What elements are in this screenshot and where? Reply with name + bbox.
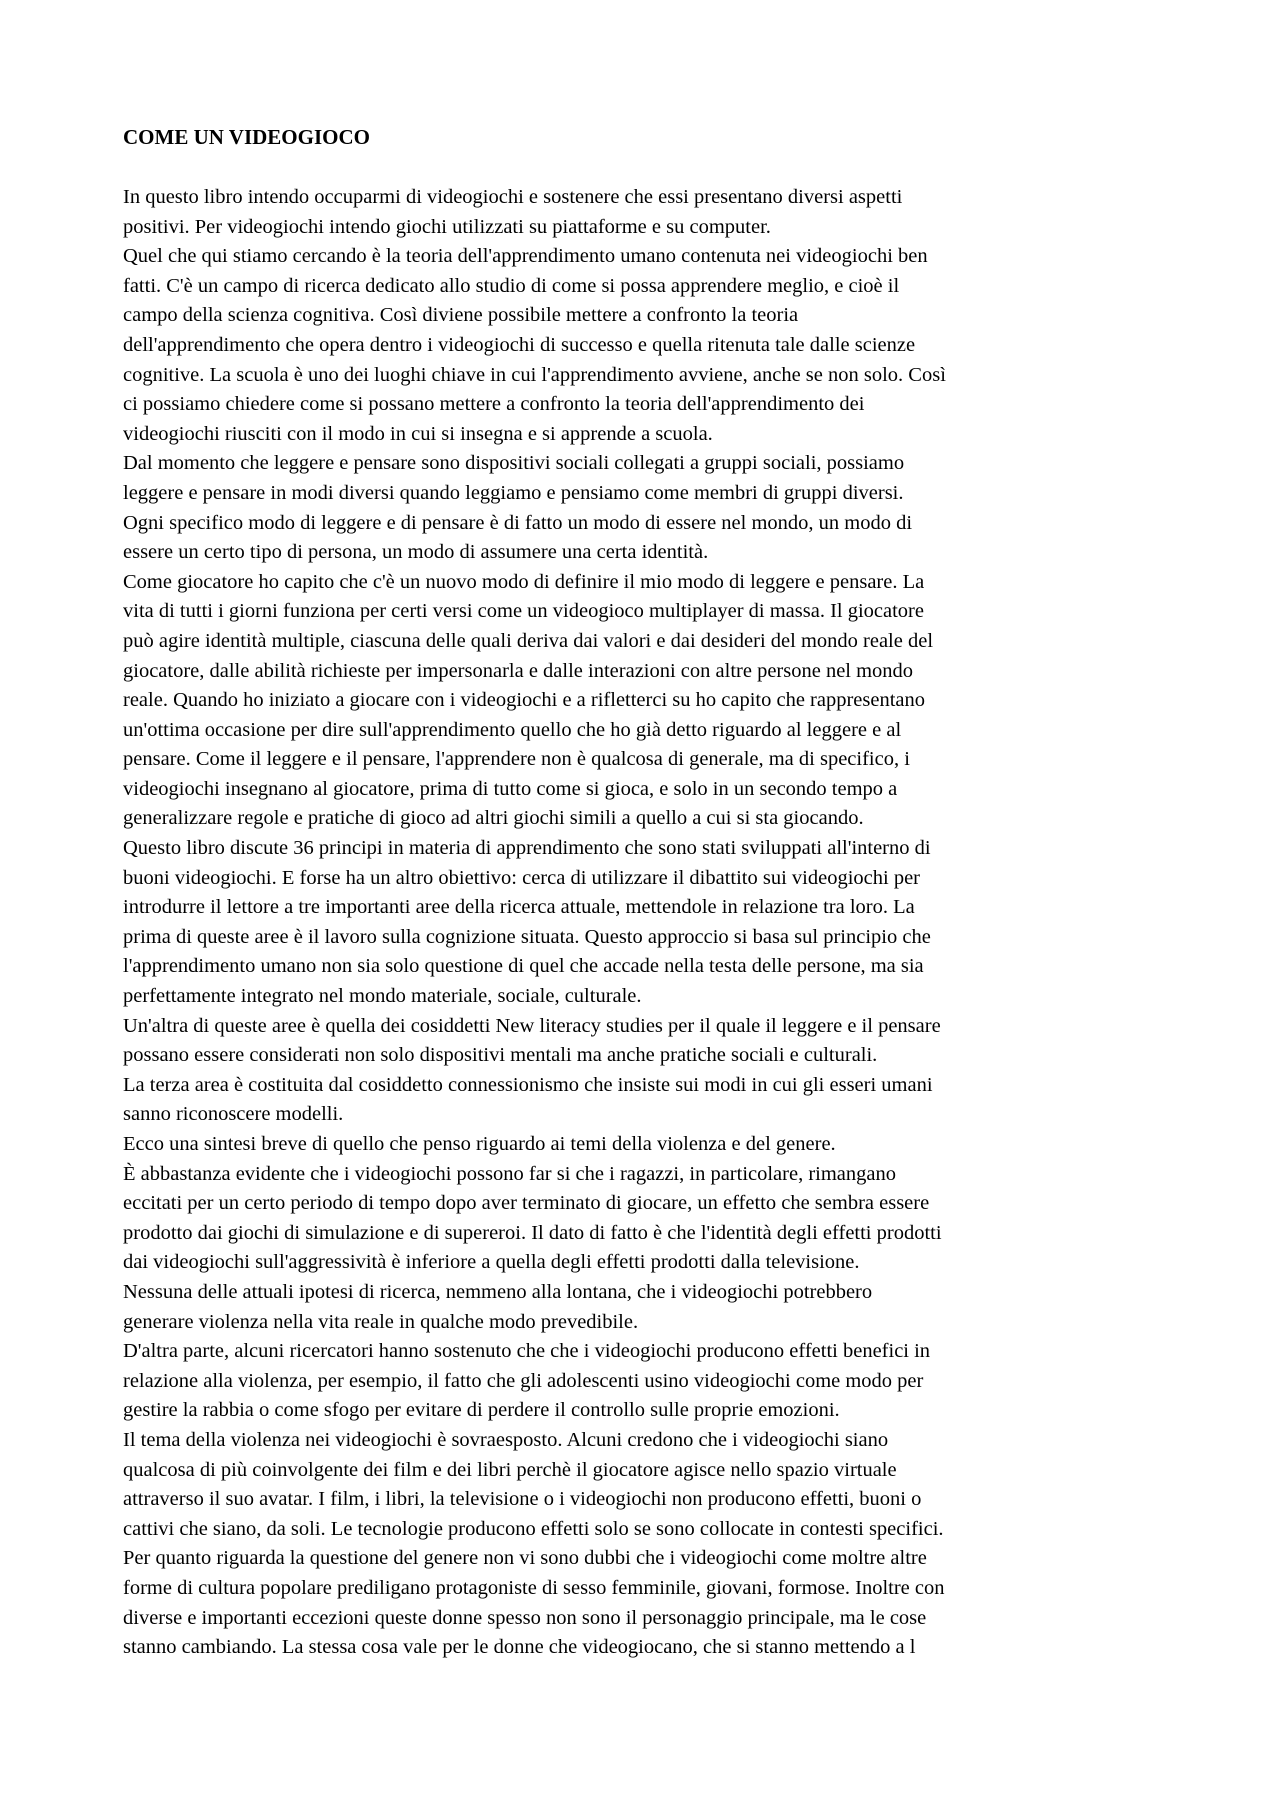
text-line: reale. Quando ho iniziato a giocare con i videogiochi e a rifletterci su ho capito che rappresentano: [123, 689, 926, 712]
text-line: Questo libro discute 36 principi in materia di apprendimento che sono stati sviluppati all'interno di: [123, 837, 931, 860]
text-line: fatti. C'è un campo di ricerca dedicato allo studio di come si possa apprendere meglio, e cioè il: [123, 274, 900, 297]
text-line: Per quanto riguarda la questione del genere non vi sono dubbi che i videogiochi come moltre altre: [123, 1547, 927, 1570]
text-line: generare violenza nella vita reale in qualche modo prevedibile.: [123, 1310, 639, 1333]
text-line: prima di queste aree è il lavoro sulla cognizione situata. Questo approccio si basa sul principio che: [123, 925, 931, 948]
text-line: prodotto dai giochi di simulazione e di supereroi. Il dato di fatto è che l'identità degli effetti prodotti: [123, 1221, 942, 1244]
text-line: l'apprendimento umano non sia solo questione di quel che accade nella testa delle persone, ma sia: [123, 955, 924, 978]
text-line: Ogni specifico modo di leggere e di pensare è di fatto un modo di essere nel mondo, un modo di: [123, 511, 913, 534]
text-line: giocatore, dalle abilità richieste per impersonarla e dalle interazioni con altre persone nel mondo: [123, 659, 914, 682]
text-line: qualcosa di più coinvolgente dei film e dei libri perchè il giocatore agisce nello spazio virtuale: [123, 1458, 897, 1481]
text-line: leggere e pensare in modi diversi quando leggiamo e pensiamo come membri di gruppi diversi.: [123, 481, 904, 504]
text-line: buoni videogiochi. E forse ha un altro obiettivo: cerca di utilizzare il dibattito sui videogiochi per: [123, 866, 920, 889]
text-line: pensare. Come il leggere e il pensare, l'apprendere non è qualcosa di generale, ma di specifico, i: [123, 748, 910, 771]
text-line: Nessuna delle attuali ipotesi di ricerca, nemmeno alla lontana, che i videogiochi potrebbero: [123, 1280, 873, 1303]
text-line: videogiochi insegnano al giocatore, prima di tutto come si gioca, e solo in un secondo tempo a: [123, 777, 898, 800]
text-line: generalizzare regole e pratiche di gioco ad altri giochi simili a quello a cui si sta giocando.: [123, 807, 864, 830]
text-line: possano essere considerati non solo dispositivi mentali ma anche pratiche sociali e culturali.: [123, 1044, 878, 1067]
document-title: COME UN VIDEOGIOCO: [123, 125, 370, 149]
text-line: campo della scienza cognitiva. Così diviene possibile mettere a confronto la teoria: [123, 304, 799, 327]
text-line: gestire la rabbia o come sfogo per evitare di perdere il controllo sulle proprie emozioni.: [123, 1399, 840, 1422]
text-line: positivi. Per videogiochi intendo giochi utilizzati su piattaforme e su computer.: [123, 215, 771, 238]
text-line: cattivi che siano, da soli. Le tecnologie producono effetti solo se sono collocate in contesti specifici.: [123, 1517, 944, 1540]
text-line: Il tema della violenza nei videogiochi è sovraesposto. Alcuni credono che i videogiochi siano: [123, 1428, 889, 1451]
document-body: [123, 183, 1163, 1663]
text-line: È abbastanza evidente che i videogiochi possono far si che i ragazzi, in particolare, rimangano: [123, 1162, 896, 1185]
text-line: ci possiamo chiedere come si possano mettere a confronto la teoria dell'apprendimento dei: [123, 393, 865, 416]
text-line: attraverso il suo avatar. I film, i libri, la televisione o i videogiochi non producono effetti, buoni o: [123, 1488, 922, 1511]
text-line: forme di cultura popolare prediligano protagoniste di sesso femminile, giovani, formose. Inoltre con: [123, 1576, 945, 1599]
text-line: Quel che qui stiamo cercando è la teoria dell'apprendimento umano contenuta nei videogiochi ben: [123, 245, 928, 268]
text-line: perfettamente integrato nel mondo materiale, sociale, culturale.: [123, 985, 642, 1008]
text-line: sanno riconoscere modelli.: [123, 1103, 344, 1126]
text-line: introdurre il lettore a tre importanti aree della ricerca attuale, mettendole in relazione tra loro. La: [123, 896, 915, 919]
title-spacer: [123, 153, 1163, 183]
document-page: [123, 121, 1163, 1663]
text-line: Come giocatore ho capito che c'è un nuovo modo di definire il mio modo di leggere e pensare. La: [123, 570, 925, 593]
text-line: eccitati per un certo periodo di tempo dopo aver terminato di giocare, un effetto che sembra essere: [123, 1192, 930, 1215]
text-line: vita di tutti i giorni funziona per certi versi come un videogioco multiplayer di massa. Il giocatore: [123, 600, 924, 623]
text-line: diverse e importanti eccezioni queste donne spesso non sono il personaggio principale, ma le cose: [123, 1606, 927, 1629]
text-line: La terza area è costituita dal cosiddetto connessionismo che insiste sui modi in cui gli esseri umani: [123, 1073, 933, 1096]
text-line: essere un certo tipo di persona, un modo di assumere una certa identità.: [123, 541, 709, 564]
text-line: D'altra parte, alcuni ricercatori hanno sostenuto che che i videogiochi producono effetti benefici in: [123, 1340, 931, 1363]
text-line: stanno cambiando. La stessa cosa vale per le donne che videogiocano, che si stanno mettendo a l: [123, 1636, 916, 1659]
text-line: dell'apprendimento che opera dentro i videogiochi di successo e quella ritenuta tale dalle scienze: [123, 333, 916, 356]
text-line: Un'altra di queste aree è quella dei cosiddetti New literacy studies per il quale il leggere e il pensare: [123, 1014, 941, 1037]
text-line: relazione alla violenza, per esempio, il fatto che gli adolescenti usino videogiochi come modo per: [123, 1369, 924, 1392]
text-line: Ecco una sintesi breve di quello che penso riguardo ai temi della violenza e del genere.: [123, 1133, 836, 1155]
text-line: può agire identità multiple, ciascuna delle quali deriva dai valori e dai desideri del mondo reale del: [123, 629, 934, 652]
text-line: In questo libro intendo occuparmi di videogiochi e sostenere che essi presentano diversi aspetti: [123, 186, 903, 208]
text-line: un'ottima occasione per dire sull'apprendimento quello che ho già detto riguardo al leggere e al: [123, 718, 902, 741]
text-line: videogiochi riusciti con il modo in cui si insegna e si apprende a scuola.: [123, 422, 713, 445]
text-line: Dal momento che leggere e pensare sono dispositivi sociali collegati a gruppi sociali, possiamo: [123, 452, 905, 475]
text-line: dai videogiochi sull'aggressività è inferiore a quella degli effetti prodotti dalla televisione.: [123, 1251, 860, 1274]
text-line: cognitive. La scuola è uno dei luoghi chiave in cui l'apprendimento avviene, anche se non solo. Così: [123, 363, 946, 386]
